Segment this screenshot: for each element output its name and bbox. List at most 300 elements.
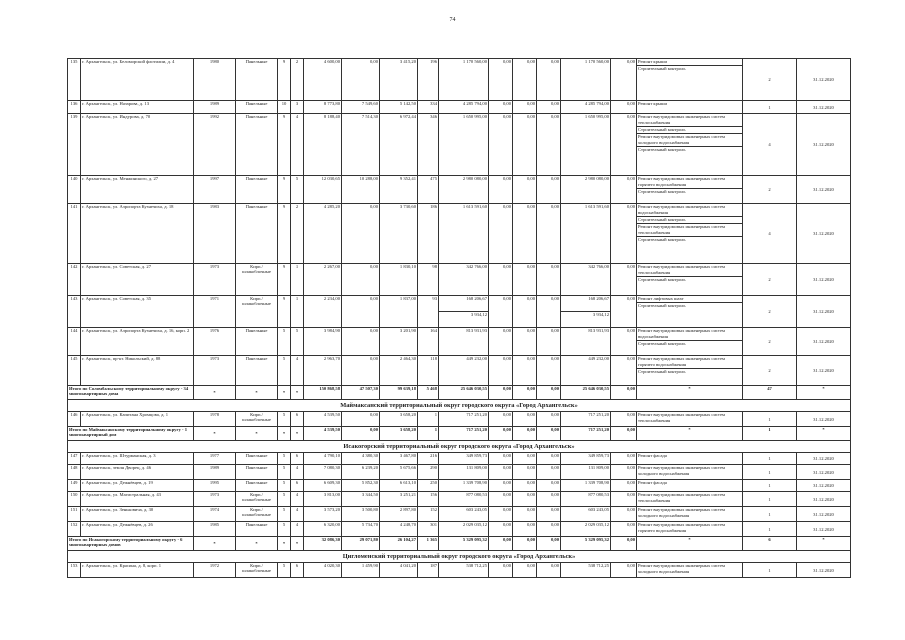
- total-zero-3: 0,00: [537, 537, 561, 551]
- repair-cost-value: 1 339 708,90: [462, 480, 487, 485]
- star-cell: *: [291, 537, 304, 551]
- house-row: [68, 59, 851, 101]
- wall-material: Панельные: [236, 356, 278, 386]
- fund-zero-3: 0,00: [537, 492, 561, 507]
- works-list: [637, 522, 743, 537]
- works-list: [637, 59, 743, 101]
- house-row: [68, 480, 851, 492]
- own-funds-value: 1 613 591,60: [584, 204, 609, 209]
- fund-zero-3: 0,00: [537, 114, 561, 176]
- area-2: 6 972,44: [380, 114, 418, 176]
- own-funds-value: 4 285 794,00: [584, 101, 609, 106]
- works-count: 1: [743, 507, 797, 522]
- row-number: 143: [68, 296, 81, 328]
- total-area: 4 285,20: [304, 204, 342, 264]
- total-area: 8 188,40: [304, 114, 342, 176]
- house-row: [68, 356, 851, 386]
- entrances: 3: [291, 101, 304, 114]
- living-area: 5 734,70: [342, 522, 380, 537]
- total-area: 8 773,80: [304, 101, 342, 114]
- repair-cost: [439, 465, 489, 480]
- repair-cost-value: 877 080,53: [466, 492, 487, 497]
- fund-zero-3: 0,00: [537, 328, 561, 356]
- area-2: 3 201,90: [380, 328, 418, 356]
- residents: 1: [418, 412, 439, 427]
- house-address: г. Архангельск, ул. Назарова, д. 13: [81, 101, 194, 114]
- works-count: 1: [743, 492, 797, 507]
- house-row: [68, 101, 851, 114]
- own-funds-value: 717 251,20: [588, 412, 609, 417]
- house-address: г. Архангельск, ул. Советская, д. 35: [81, 296, 194, 328]
- row-number: 136: [68, 101, 81, 114]
- works-count: 4: [743, 204, 797, 264]
- total-label: Итого по Соломбальскому территориальному округу - 34 многоквартирных дома: [68, 386, 194, 400]
- fund-zero-3: 0,00: [537, 412, 561, 427]
- wall-material: Панельные: [236, 59, 278, 101]
- own-funds: [561, 264, 611, 296]
- floors: 9: [278, 204, 291, 264]
- build-year: 1980: [194, 59, 236, 101]
- own-funds: [561, 176, 611, 204]
- floors: 9: [278, 59, 291, 101]
- fund-zero-1: 0,00: [489, 522, 513, 537]
- entrances: 2: [291, 59, 304, 101]
- own-funds-value: 168 206,67: [588, 296, 609, 301]
- house-address: г. Архангельск, ул. Зеньковича, д. 30: [81, 507, 194, 522]
- fund-zero-3: 0,00: [537, 465, 561, 480]
- total-area: 6 320,00: [304, 522, 342, 537]
- own-funds-value: 2 029 035,12: [584, 522, 609, 527]
- star-cell: *: [278, 537, 291, 551]
- living-area: 0,00: [342, 328, 380, 356]
- repair-cost-value: 1 650 995,00: [462, 114, 487, 119]
- fund-zero-4: 0,00: [611, 176, 637, 204]
- floors: 5: [278, 522, 291, 537]
- fund-zero-1: 0,00: [489, 412, 513, 427]
- own-funds-value: 538 712,25: [588, 563, 609, 568]
- star-cell: *: [637, 427, 743, 441]
- wall-material: Кирп./ шлакоблочные: [236, 296, 278, 328]
- fund-zero-2: 0,00: [513, 507, 537, 522]
- works-list: [637, 492, 743, 507]
- living-area: 3 500,80: [342, 507, 380, 522]
- fund-zero-2: 0,00: [513, 328, 537, 356]
- total-area: 2 963,70: [304, 356, 342, 386]
- total-area: 3 984,90: [304, 328, 342, 356]
- living-area: 5 852,30: [342, 480, 380, 492]
- residents: 334: [418, 101, 439, 114]
- house-row: [68, 412, 851, 427]
- fund-zero-4: 0,00: [611, 480, 637, 492]
- house-row: [68, 507, 851, 522]
- own-funds: [561, 101, 611, 114]
- work-item: Ремонт внутридомовых инженерных систем горячего водоснабжения: [638, 356, 725, 367]
- living-area: 7 549,60: [342, 101, 380, 114]
- fund-zero-2: 0,00: [513, 563, 537, 578]
- total-count: 1: [743, 427, 797, 441]
- own-funds: [561, 453, 611, 465]
- fund-zero-4: 0,00: [611, 59, 637, 101]
- wall-material: Панельные: [236, 101, 278, 114]
- fund-zero-2: 0,00: [513, 176, 537, 204]
- wall-material: Кирп./ шлакоблочные: [236, 507, 278, 522]
- living-area: 6 239,20: [342, 465, 380, 480]
- entrances: 4: [291, 356, 304, 386]
- build-year: 1995: [194, 480, 236, 492]
- wall-material: Панельные: [236, 328, 278, 356]
- house-row: [68, 492, 851, 507]
- total-living-area: 29 071,80: [342, 537, 380, 551]
- residents: 346: [418, 114, 439, 176]
- wall-material: Панельные: [236, 453, 278, 465]
- total-area: 4 790,10: [304, 453, 342, 465]
- row-number: 150: [68, 492, 81, 507]
- fund-zero-2: 0,00: [513, 453, 537, 465]
- works-list: [637, 563, 743, 578]
- floors: 5: [278, 492, 291, 507]
- deadline-date: 31.12.2020: [797, 59, 851, 101]
- wall-material: Панельные: [236, 114, 278, 176]
- house-address: г. Архангельск, ул. Штурманская, д. 3: [81, 453, 194, 465]
- section-header-row: [68, 551, 851, 563]
- entrances: 6: [291, 563, 304, 578]
- star-cell: *: [637, 386, 743, 400]
- own-funds: [561, 480, 611, 492]
- star-cell: *: [236, 386, 278, 400]
- total-area: 2 267,00: [304, 264, 342, 296]
- row-number: 151: [68, 507, 81, 522]
- fund-zero-2: 0,00: [513, 264, 537, 296]
- entrances: 6: [291, 412, 304, 427]
- work-item: Ремонт внутридомовых инженерных систем теплоснабжения: [637, 223, 742, 236]
- row-number: 140: [68, 176, 81, 204]
- total-residents: 5 468: [418, 386, 439, 400]
- floors: 5: [278, 453, 291, 465]
- own-funds: [561, 522, 611, 537]
- area-2: 5 675,66: [380, 465, 418, 480]
- total-own-funds: 5 329 095,32: [561, 537, 611, 551]
- own-funds: [561, 114, 611, 176]
- repair-cost-value: 131 809,00: [466, 465, 487, 470]
- residents: 290: [418, 465, 439, 480]
- fund-zero-4: 0,00: [611, 356, 637, 386]
- total-row: [68, 386, 851, 400]
- living-area: 0,00: [342, 356, 380, 386]
- living-area: 3 344,50: [342, 492, 380, 507]
- works-count: 2: [743, 328, 797, 356]
- entrances: 2: [291, 204, 304, 264]
- work-item: Строительный контроль: [637, 368, 742, 375]
- house-address: г. Архангельск, ул. Аэропорта Кузнечиха, д. 16, корп. 2: [81, 328, 194, 356]
- house-row: [68, 465, 851, 480]
- total-cost: 25 646 030,55: [439, 386, 489, 400]
- repair-cost: [439, 296, 489, 328]
- entrances: 4: [291, 114, 304, 176]
- wall-material: Панельные: [236, 480, 278, 492]
- residents: 156: [418, 492, 439, 507]
- living-area: 0,00: [342, 296, 380, 328]
- deadline-date: 31.12.2020: [797, 453, 851, 465]
- star-cell: *: [278, 427, 291, 441]
- fund-zero-3: 0,00: [537, 563, 561, 578]
- build-year: 1978: [194, 412, 236, 427]
- total-zero-2: 0,00: [513, 537, 537, 551]
- fund-zero-4: 0,00: [611, 563, 637, 578]
- own-funds-value: 1 650 995,00: [584, 114, 609, 119]
- floors: 9: [278, 176, 291, 204]
- repair-cost: [439, 328, 489, 356]
- repair-cost: [439, 114, 489, 176]
- own-funds-value: 603 243,05: [588, 507, 609, 512]
- works-count: 2: [743, 296, 797, 328]
- build-year: 1985: [194, 522, 236, 537]
- area-2: 3 467,80: [380, 453, 418, 465]
- house-row: [68, 328, 851, 356]
- work-item: Строительный контроль: [637, 188, 742, 195]
- works-count: 2: [743, 264, 797, 296]
- work-item: Ремонт внутридомовых инженерных систем горячего водоснабжения: [638, 522, 725, 533]
- deadline-date: 31.12.2020: [797, 522, 851, 537]
- row-number: 147: [68, 453, 81, 465]
- house-row: [68, 204, 851, 264]
- build-year: 1971: [194, 296, 236, 328]
- fund-zero-4: 0,00: [611, 328, 637, 356]
- build-year: 1976: [194, 328, 236, 356]
- own-funds: [561, 356, 611, 386]
- deadline-date: 31.12.2020: [797, 328, 851, 356]
- fund-zero-1: 0,00: [489, 296, 513, 328]
- works-list: [637, 204, 743, 264]
- total-area: 32 086,30: [304, 537, 342, 551]
- fund-zero-2: 0,00: [513, 204, 537, 264]
- total-area: 6 609,30: [304, 480, 342, 492]
- build-year: 1989: [194, 465, 236, 480]
- total-living-area: 47 507,30: [342, 386, 380, 400]
- star-cell: *: [194, 386, 236, 400]
- area-2: 5 142,50: [380, 101, 418, 114]
- total-area: 150 868,58: [304, 386, 342, 400]
- section-header-row: [68, 441, 851, 453]
- total-zero-3: 0,00: [537, 427, 561, 441]
- fund-zero-2: 0,00: [513, 412, 537, 427]
- fund-zero-2: 0,00: [513, 522, 537, 537]
- entrances: 4: [291, 507, 304, 522]
- table-body: [68, 59, 851, 578]
- repair-cost: [439, 59, 489, 101]
- work-item: Строительный контроль: [637, 65, 742, 72]
- repair-cost: [439, 453, 489, 465]
- residents: 186: [418, 204, 439, 264]
- work-item: Ремонт фасада: [638, 453, 667, 458]
- total-label: Итого по Маймаксанскому территориальному округу - 1 многоквартирный дом: [68, 427, 194, 441]
- total-own-funds: 717 251,20: [561, 427, 611, 441]
- works-list: [637, 328, 743, 356]
- repair-cost-value: 1 170 560,00: [462, 59, 487, 64]
- own-funds-value: 877 080,53: [588, 492, 609, 497]
- fund-zero-3: 0,00: [537, 356, 561, 386]
- repair-cost: [439, 176, 489, 204]
- fund-zero-3: 0,00: [537, 176, 561, 204]
- total-own-funds: 25 646 030,55: [561, 386, 611, 400]
- build-year: 1972: [194, 563, 236, 578]
- fund-zero-3: 0,00: [537, 296, 561, 328]
- wall-material: Кирп./ шлакоблочные: [236, 492, 278, 507]
- work-item: Ремонт внутридомовых инженерных систем теплоснабжения: [638, 412, 725, 423]
- fund-zero-1: 0,00: [489, 356, 513, 386]
- row-number: 152: [68, 522, 81, 537]
- works-count: 2: [743, 356, 797, 386]
- fund-zero-3: 0,00: [537, 264, 561, 296]
- total-area: 7 080,30: [304, 465, 342, 480]
- entrances: 5: [291, 176, 304, 204]
- work-item: Ремонт внутридомовых инженерных систем теплоснабжения: [638, 114, 725, 125]
- fund-zero-1: 0,00: [489, 563, 513, 578]
- work-item: Строительный контроль: [637, 216, 742, 223]
- works-list: [637, 507, 743, 522]
- wall-material: Панельные: [236, 522, 278, 537]
- deadline-date: 31.12.2020: [797, 101, 851, 114]
- repair-cost-value: 717 251,20: [466, 412, 487, 417]
- work-item: Ремонт фасада: [638, 480, 667, 485]
- living-area: 0,00: [342, 59, 380, 101]
- total-cost: 5 329 095,32: [439, 537, 489, 551]
- total-area: 3 573,20: [304, 507, 342, 522]
- works-list: [637, 465, 743, 480]
- entrances: 4: [291, 465, 304, 480]
- repair-cost: [439, 480, 489, 492]
- residents: 98: [418, 264, 439, 296]
- floors: 10: [278, 101, 291, 114]
- total-count: 47: [743, 386, 797, 400]
- own-funds: [561, 507, 611, 522]
- star-cell: *: [236, 427, 278, 441]
- wall-material: Панельные: [236, 465, 278, 480]
- row-number: 139: [68, 114, 81, 176]
- own-funds-value: 1 170 560,00: [584, 59, 609, 64]
- page-number: 74: [449, 17, 456, 23]
- works-list: [637, 114, 743, 176]
- works-count: 1: [743, 465, 797, 480]
- build-year: 1997: [194, 176, 236, 204]
- house-address: г. Архангельск, ул. Магистральная, д. 43: [81, 492, 194, 507]
- build-year: 1992: [194, 114, 236, 176]
- own-funds-sub: 3 934,12: [561, 311, 610, 318]
- total-zero-1: 0,00: [489, 386, 513, 400]
- total-residents: 1 365: [418, 537, 439, 551]
- work-item: Ремонт лифтовых шахт: [638, 296, 684, 301]
- work-item: Строительный контроль: [637, 340, 742, 347]
- house-row: [68, 176, 851, 204]
- star-cell: *: [291, 386, 304, 400]
- works-list: [637, 480, 743, 492]
- fund-zero-4: 0,00: [611, 264, 637, 296]
- area-2: 1 830,10: [380, 264, 418, 296]
- entrances: 5: [291, 328, 304, 356]
- works-list: [637, 101, 743, 114]
- deadline-date: 31.12.2020: [797, 507, 851, 522]
- total-area: 12 030,65: [304, 176, 342, 204]
- house-row: [68, 296, 851, 328]
- fund-zero-4: 0,00: [611, 522, 637, 537]
- floors: 5: [278, 507, 291, 522]
- fund-zero-1: 0,00: [489, 328, 513, 356]
- row-number: 145: [68, 356, 81, 386]
- floors: 5: [278, 465, 291, 480]
- repair-cost: [439, 101, 489, 114]
- area-2: 4 248,70: [380, 522, 418, 537]
- residents: 187: [418, 563, 439, 578]
- total-area: 4 539,50: [304, 427, 342, 441]
- fund-zero-2: 0,00: [513, 480, 537, 492]
- house-address: г. Архангельск, ул. Капитана Хромцова, д. 1: [81, 412, 194, 427]
- star-cell: *: [194, 427, 236, 441]
- build-year: 1973: [194, 264, 236, 296]
- area-2: 4 041,20: [380, 563, 418, 578]
- fund-zero-1: 0,00: [489, 101, 513, 114]
- own-funds-value: 813 931,93: [588, 328, 609, 333]
- repair-cost-value: 449 232,00: [466, 356, 487, 361]
- works-count: 1: [743, 412, 797, 427]
- living-area: 0,00: [342, 412, 380, 427]
- deadline-date: 31.12.2020: [797, 356, 851, 386]
- fund-zero-3: 0,00: [537, 507, 561, 522]
- repair-cost: [439, 356, 489, 386]
- fund-zero-2: 0,00: [513, 492, 537, 507]
- fund-zero-2: 0,00: [513, 59, 537, 101]
- fund-zero-1: 0,00: [489, 114, 513, 176]
- wall-material: Кирп./ шлакоблочные: [236, 412, 278, 427]
- work-item: Ремонт внутридомовых инженерных систем холодного водоснабжения: [637, 133, 742, 146]
- fund-zero-2: 0,00: [513, 356, 537, 386]
- row-number: 153: [68, 563, 81, 578]
- works-count: 1: [743, 101, 797, 114]
- total-zero-4: 0,00: [611, 537, 637, 551]
- repair-cost-value: 1 613 591,60: [462, 204, 487, 209]
- fund-zero-3: 0,00: [537, 59, 561, 101]
- entrances: 1: [291, 264, 304, 296]
- own-funds-value: 2 980 080,00: [584, 176, 609, 181]
- living-area: 4 380,30: [342, 453, 380, 465]
- work-item: Ремонт внутридомовых инженерных систем теплоснабжения: [638, 264, 725, 275]
- work-item: Ремонт внутридомовых инженерных систем теплоснабжения: [638, 492, 725, 503]
- entrances: 6: [291, 453, 304, 465]
- living-area: 0,00: [342, 204, 380, 264]
- work-item: Строительный контроль: [637, 126, 742, 133]
- residents: 196: [418, 59, 439, 101]
- repair-cost: [439, 204, 489, 264]
- work-item: Ремонт внутридомовых инженерных систем холодного водоснабжения: [638, 563, 725, 574]
- build-year: 1989: [194, 101, 236, 114]
- row-number: 148: [68, 465, 81, 480]
- works-list: [637, 264, 743, 296]
- work-item: Строительный контроль: [637, 276, 742, 283]
- fund-zero-1: 0,00: [489, 507, 513, 522]
- fund-zero-1: 0,00: [489, 59, 513, 101]
- total-area: 4 020,30: [304, 563, 342, 578]
- fund-zero-4: 0,00: [611, 296, 637, 328]
- deadline-date: 31.12.2020: [797, 176, 851, 204]
- row-number: 141: [68, 204, 81, 264]
- total-cost: 717 251,20: [439, 427, 489, 441]
- star-cell: *: [637, 537, 743, 551]
- own-funds: [561, 59, 611, 101]
- own-funds-value: 349 859,73: [588, 453, 609, 458]
- total-zero-4: 0,00: [611, 386, 637, 400]
- fund-zero-4: 0,00: [611, 101, 637, 114]
- total-zero-1: 0,00: [489, 537, 513, 551]
- total-zero-3: 0,00: [537, 386, 561, 400]
- works-count: 1: [743, 522, 797, 537]
